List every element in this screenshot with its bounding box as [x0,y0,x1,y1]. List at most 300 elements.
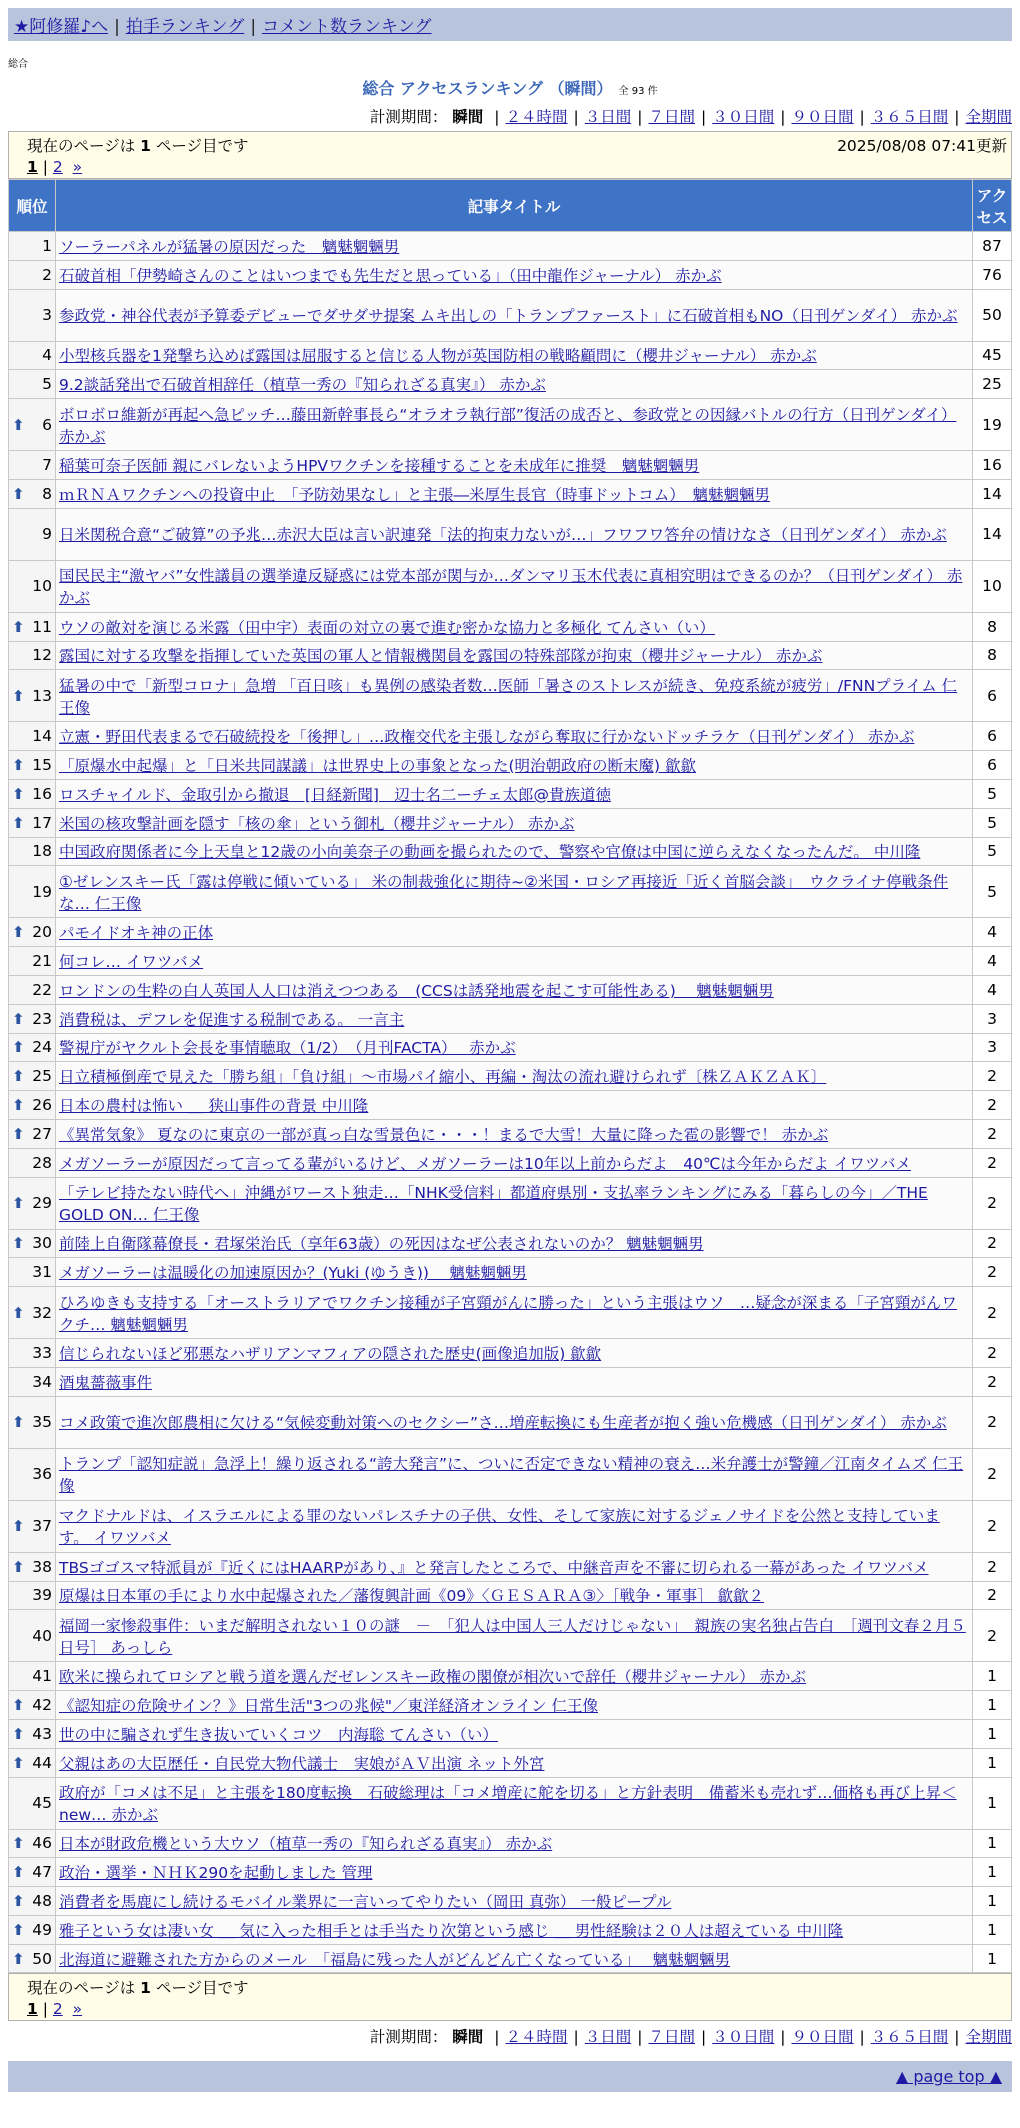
bottom-nav [8,2061,1012,2092]
article-link[interactable]: ひろゆきも支持する「オーストラリアでワクチン接種が子宮頸がんに勝った」という主張はウソ …疑念が深まる「子宮頸がんワクチ… 魑魅魍魎男 [59,1293,957,1334]
rank-number: 2 [42,265,52,284]
title-cell [56,779,973,808]
rank-cell [9,1719,56,1748]
access-count: 10 [973,560,1012,612]
title-cell [56,370,973,399]
article-link[interactable]: 福岡一家惨殺事件：いまだ解明されない１０の謎 － 「犯人は中国人三人だけじゃない」 親族の実名独占告白 ［週刊文春２月５日号］ あっしら [59,1616,966,1657]
article-link[interactable]: 北海道に避難された方からのメール 「福島に残った人がどんどん亡くなっている」 魑魅魍魎男 [59,1950,731,1969]
article-link[interactable]: 《認知症の危険サイン？》日常生活"3つの兆候"／東洋経済オンライン 仁王像 [59,1697,598,1715]
table-row [9,370,1012,399]
title-cell [56,1662,973,1691]
access-count: 50 [973,289,1012,341]
period-option-link[interactable]: ３０日間 [712,2028,775,2047]
access-count: 2 [973,1229,1012,1258]
article-link[interactable]: 中国政府関係者に今上天皇と12歳の小向美奈子の動画を撮られたので、警察や官僚は中国に逆らえなくなったんだ。 中川隆 [59,843,921,862]
rank-cell [9,1944,56,1973]
rank-number: 28 [32,1153,52,1172]
ranking-title: 総合 アクセスランキング （瞬間） [362,79,613,98]
rank-up-arrow-icon: ⬆ [12,1724,25,1743]
article-link[interactable]: メガソーラーは温暖化の加速原因か？(Yuki (ゆうき)) 魑魅魍魎男 [59,1264,527,1283]
title-cell [56,1119,973,1148]
table-row [9,1367,1012,1396]
table-row [9,232,1012,261]
article-link[interactable]: パモイドオキ神の正体 [59,924,214,943]
title-cell [56,1033,973,1062]
rank-number: 9 [42,525,52,544]
rank-number: 22 [32,980,52,999]
access-count: 16 [973,451,1012,480]
access-count: 8 [973,612,1012,641]
table-row [9,508,1012,560]
title-cell [56,975,973,1004]
article-link[interactable]: メガソーラーが原因だって言ってる輩がいるけど、メガソーラーは10年以上前からだよ 40℃は今年からだよ イワツバメ [59,1154,911,1173]
table-row [9,751,1012,780]
title-cell [56,341,973,370]
period-option-link[interactable]: ２４時間 [505,2028,568,2047]
period-separator: | [573,108,579,126]
table-row [9,918,1012,947]
period-option-link[interactable]: ７日間 [648,2028,695,2047]
article-link[interactable]: ｍＲＮＡワクチンへの投資中止 「予防効果なし」と主張―米厚生長官（時事ドットコム） 魑魅魍魎男 [59,485,770,504]
access-count: 3 [973,1033,1012,1062]
rank-number: 41 [32,1667,52,1686]
rank-up-arrow-icon: ⬆ [12,784,25,803]
title-cell [56,1719,973,1748]
access-count: 6 [973,722,1012,751]
page-number: 1 [140,1979,151,1998]
article-link[interactable]: コメ政策で進次郎農相に欠ける“気候変動対策へのセクシー”さ…増産転換にも生産者が抱く強い危機感（日刊ゲンダイ） 赤かぶ [59,1414,947,1433]
home-link[interactable]: ★阿修羅♪へ [14,17,109,37]
table-row [9,1829,1012,1858]
updated-timestamp: 2025/08/08 07:41更新 [837,137,1007,155]
rank-cell [9,1552,56,1581]
page-text-suffix: ページ目です [150,137,249,155]
access-count: 2 [973,1148,1012,1177]
access-count: 14 [973,508,1012,560]
rank-cell [9,1610,56,1662]
access-count: 2 [973,1500,1012,1552]
rank-number: 37 [32,1517,52,1536]
access-count: 2 [973,1119,1012,1148]
rank-cell [9,1829,56,1858]
article-link[interactable]: ロスチャイルド、金取引から撤退 [日経新聞] 辺士名二ーチェ太郎@貴族道徳 [59,785,611,804]
rank-number: 1 [42,236,52,255]
article-link[interactable]: 信じられないほど邪悪なハザリアンマフィアの隠された歴史(画像追加版) 歙歙 [59,1345,602,1364]
title-cell [56,479,973,508]
table-row [9,1119,1012,1148]
access-count: 2 [973,1287,1012,1339]
title-cell [56,751,973,780]
table-row [9,1339,1012,1368]
article-link[interactable]: トランプ「認知症説」急浮上！繰り返される“誇大発言”に、ついに否定できない精神の衰え…米弁護士が警鐘／江南タイムズ 仁王像 [59,1455,964,1496]
table-row [9,1004,1012,1033]
rank-number: 24 [32,1038,52,1057]
table-row [9,289,1012,341]
rank-number: 3 [42,306,52,325]
title-cell [56,1367,973,1396]
access-count: 87 [973,232,1012,261]
title-cell [56,1581,973,1610]
article-link[interactable]: 日本が財政危機という大ウソ（植草一秀の『知られざる真実』） 赤かぶ [59,1835,553,1854]
table-row [9,670,1012,722]
rank-cell [9,670,56,722]
access-count: 1 [973,1662,1012,1691]
rank-number: 14 [32,727,52,746]
article-link[interactable]: 原爆は日本軍の手により水中起爆された／藩復興計画《09》〈ＧＥＳＡＲＡ③〉［戦争・軍事］ 歙歙２ [59,1587,765,1606]
clap-ranking-link[interactable]: 拍手ランキング [125,17,245,37]
rank-up-arrow-icon: ⬆ [12,1696,25,1714]
table-row [9,341,1012,370]
title-cell [56,508,973,560]
rank-up-arrow-icon: ⬆ [12,756,25,775]
access-count: 6 [973,670,1012,722]
article-link[interactable]: ロンドンの生粋の白人英国人人口は消えつつある (CCSは誘発地震を起こす可能性ある) 魑魅魍魎男 [59,981,774,1000]
period-option-link[interactable]: ３６５日間 [870,2028,949,2047]
access-count: 76 [973,260,1012,289]
access-count: 1 [973,1748,1012,1777]
rank-up-arrow-icon: ⬆ [12,1753,25,1772]
article-link[interactable]: 警視庁がヤクルト会長を事情聴取（1/2） （月刊FACTA） 赤かぶ [59,1039,516,1058]
article-link[interactable]: 9.2談話発出で石破首相辞任（植草一秀の『知られざる真実』） 赤かぶ [59,376,546,395]
rank-cell [9,1448,56,1500]
article-link[interactable]: 国民民主“激ヤバ”女性議員の選挙違反疑惑には党本部が関与か…ダンマリ玉木代表に真相究明はできるのか？（日刊ゲンダイ） 赤かぶ [59,567,963,608]
total-count: 全 93 件 [618,86,658,97]
rank-cell [9,1396,56,1448]
article-link[interactable]: マクドナルドは、イスラエルによる罪のないパレスチナの子供、女性、そして家族に対するジェノサイドを公然と支持しています。 イワツバメ [59,1507,940,1548]
period-option-link[interactable]: ７日間 [648,108,695,126]
rank-cell [9,560,56,612]
title-cell [56,1552,973,1581]
article-link[interactable]: 小型核兵器を1発撃ち込めば露国は屈服すると信じる人物が英国防相の戦略顧問に（櫻井ジャーナル） 赤かぶ [59,347,817,366]
rank-up-arrow-icon: ⬆ [12,923,25,942]
article-link[interactable]: ソーラーパネルが猛暑の原因だった 魑魅魍魎男 [59,237,400,256]
access-count: 6 [973,751,1012,780]
rank-cell [9,1887,56,1916]
title-cell [56,451,973,480]
article-link[interactable]: 日立積極倒産で見えた「勝ち組」「負け組」～市場パイ縮小、再編・淘汰の流れ避けられず〔株ＺＡＫＺＡＫ〕 [59,1068,827,1087]
table-row [9,1748,1012,1777]
article-link[interactable]: 何コレ… イワツバメ [59,953,204,972]
period-option-link[interactable]: 全期間 [965,108,1012,126]
rank-cell [9,1748,56,1777]
period-label: 計測期間： [369,2028,448,2047]
rank-up-arrow-icon: ⬆ [12,415,25,434]
rank-number: 32 [32,1303,52,1322]
table-row [9,1691,1012,1720]
period-separator: | [637,2028,643,2047]
table-row [9,560,1012,612]
pager-page-2[interactable]: 2 [52,2000,63,2019]
article-link[interactable]: 日本の農村は怖い ＿ 狭山事件の背景 中川隆 [59,1097,369,1116]
access-count: 2 [973,1062,1012,1091]
rank-up-arrow-icon: ⬆ [12,1517,25,1536]
rank-up-arrow-icon: ⬆ [12,1891,25,1910]
rank-number: 31 [32,1263,52,1282]
article-link[interactable]: 「テレビ持たない時代へ」沖縄がワースト独走…「NHK受信料」都道府県別・支払率ランキングにみる「暮らしの今」／THE GOLD ON… 仁王像 [59,1184,928,1225]
article-link[interactable]: 父親はあの大臣歴任・自民党大物代議士 実娘がＡＶ出演 ネット外宮 [59,1754,545,1773]
table-row [9,1177,1012,1229]
table-row [9,1719,1012,1748]
article-link[interactable]: 政府が「コメは不足」と主張を180度転換 石破総理は「コメ増産に舵を切る」と方針表明 備蓄米も売れず…価格も再び上昇＜new… 赤かぶ [59,1784,957,1824]
page-text-prefix: 現在のページは [27,137,141,155]
rank-up-arrow-icon: ⬆ [12,813,25,832]
ranking-table [8,179,1012,1973]
rank-cell [9,779,56,808]
rank-number: 17 [32,813,52,832]
rank-number: 11 [32,617,52,636]
article-link[interactable]: 「原爆水中起爆」と「日米共同謀議」は世界史上の事象となった(明治朝政府の断末魔) 歙歙 [59,757,697,776]
period-separator: | [701,108,707,126]
title-cell [56,1339,973,1368]
rank-cell [9,1662,56,1691]
access-count: 2 [973,1258,1012,1287]
article-link[interactable]: ウソの敵対を演じる米露（田中宇）表面の対立の裏で進む密かな協力と多極化 てんさい（い） [59,618,715,637]
access-count: 4 [973,918,1012,947]
rank-up-arrow-icon: ⬆ [12,1067,25,1086]
rank-number: 42 [32,1696,52,1714]
pager-next[interactable]: » [72,158,83,176]
rank-number: 23 [32,1009,52,1028]
period-links [488,2028,1012,2046]
top-nav [8,8,1012,41]
article-link[interactable]: 欧米に操られてロシアと戦う道を選んだゼレンスキー政権の閣僚が相次いで辞任（櫻井ジャーナル） 赤かぶ [59,1668,806,1687]
period-option-link[interactable]: ３０日間 [712,108,775,126]
article-link[interactable]: 石破首相「伊勢崎さんのことはいつまでも先生だと思っている」（田中龍作ジャーナル） 赤かぶ [59,266,722,285]
access-header: アクセス [973,180,1012,232]
title-cell [56,837,973,866]
rank-up-arrow-icon: ⬆ [12,1920,25,1939]
table-row [9,1500,1012,1552]
title-cell [56,260,973,289]
access-count: 2 [973,1610,1012,1662]
period-option-link[interactable]: ３６５日間 [870,108,949,126]
page-text-suffix: ページ目です [150,1979,249,1998]
period-separator: | [494,2028,500,2047]
rank-up-arrow-icon: ⬆ [12,617,25,636]
rank-cell [9,1177,56,1229]
access-count: 5 [973,837,1012,866]
pager-page-2[interactable]: 2 [52,158,63,176]
rank-number: 4 [42,346,52,365]
page-top-link[interactable]: ▲ page top ▲ [895,2067,1002,2087]
rank-cell [9,289,56,341]
period-separator: | [637,108,643,126]
rank-number: 47 [32,1863,52,1882]
rank-number: 19 [32,882,52,901]
rank-number: 12 [32,646,52,665]
rank-cell [9,479,56,508]
rank-cell [9,399,56,451]
article-link[interactable]: 雅子という女は凄い女 ＿ 気に入った相手とは手当たり次第という感じ ＿ 男性経験は２０人は超えている 中川隆 [59,1921,844,1940]
rank-number: 44 [32,1753,52,1772]
title-cell [56,1944,973,1973]
article-link[interactable]: 米国の核攻撃計画を隠す「核の傘」という御札（櫻井ジャーナル） 赤かぶ [59,814,575,833]
table-row [9,1091,1012,1120]
title-cell [56,1396,973,1448]
title-cell [56,1091,973,1120]
title-header: 記事タイトル [56,180,973,232]
page-info-top [8,131,1012,179]
title-cell [56,232,973,261]
table-row [9,641,1012,670]
page-title [8,76,1012,99]
rank-cell [9,508,56,560]
rank-up-arrow-icon: ⬆ [12,1124,25,1143]
rank-cell [9,1367,56,1396]
rank-cell [9,341,56,370]
nav-separator: | [250,17,257,37]
page-number: 1 [140,137,151,155]
rank-number: 29 [32,1194,52,1213]
rank-number: 20 [32,923,52,942]
access-count: 1 [973,1829,1012,1858]
period-option-link[interactable]: ２４時間 [505,108,568,126]
table-row [9,1777,1012,1829]
rank-cell [9,1229,56,1258]
title-cell [56,1287,973,1339]
rank-up-arrow-icon: ⬆ [12,1009,25,1028]
title-cell [56,1829,973,1858]
table-row [9,779,1012,808]
title-cell [56,1229,973,1258]
article-link[interactable]: 《異常気象》 夏なのに東京の一部が真っ白な雪景色に・・・！まるで大雪！大量に降った雹の影響で！ 赤かぶ [59,1125,829,1144]
period-current: 瞬間 [452,108,484,126]
access-count: 1 [973,1691,1012,1720]
access-count: 1 [973,1858,1012,1887]
article-link[interactable]: 参政党・神谷代表が予算委デビューでダサダサ提案 ムキ出しの「トランプファースト」に石破首相もNO（日刊ゲンダイ） 赤かぶ [59,307,958,326]
period-links [488,108,1012,126]
rank-cell [9,1339,56,1368]
article-link[interactable]: 猛暑の中で「新型コロナ」急増 「百日咳」も異例の感染者数…医師「暑さのストレスが続き、免疫系統が疲労」/FNNプライム 仁王像 [59,676,958,717]
period-option-link[interactable]: ９０日間 [791,2028,854,2047]
table-row [9,1448,1012,1500]
article-link[interactable]: 前陸上自衛隊幕僚長・君塚栄治氏（享年63歳）の死因はなぜ公表されないのか？ 魑魅魍魎男 [59,1235,704,1254]
rank-cell [9,1691,56,1720]
article-link[interactable]: 政治・選挙・ＮＨＫ290を起動しました 管理 [59,1864,373,1883]
access-count: 2 [973,1396,1012,1448]
rank-cell [9,1777,56,1829]
rank-up-arrow-icon: ⬆ [12,1834,25,1853]
access-count: 2 [973,1091,1012,1120]
table-row [9,808,1012,837]
table-row [9,1610,1012,1662]
rank-number: 7 [42,456,52,475]
rank-cell [9,641,56,670]
table-row [9,1552,1012,1581]
article-link[interactable]: 稲葉可奈子医師 親にバレないようHPVワクチンを接種することを未成年に推奨 魑魅魍魎男 [59,457,700,476]
rank-cell [9,260,56,289]
rank-cell [9,918,56,947]
access-count: 45 [973,341,1012,370]
rank-number: 34 [32,1372,52,1391]
rank-cell [9,370,56,399]
table-row [9,1887,1012,1916]
rank-cell [9,1915,56,1944]
table-row [9,1581,1012,1610]
pager-next[interactable]: » [72,2000,83,2019]
table-row [9,975,1012,1004]
article-link[interactable]: 消費税は、デフレを促進する税制である。 一言主 [59,1010,405,1029]
article-link[interactable]: 露国に対する攻撃を指揮していた英国の軍人と情報機関員を露国の特殊部隊が拘束（櫻井ジャーナル） 赤かぶ [59,647,823,666]
title-cell [56,1915,973,1944]
table-row [9,399,1012,451]
title-cell [56,1004,973,1033]
article-link[interactable]: ボロボロ維新が再起へ急ピッチ…藤田新幹事長ら“オラオラ執行部”復活の成否と、参政党との因縁バトルの行方（日刊ゲンダイ） 赤かぶ [59,405,957,446]
table-row [9,837,1012,866]
article-link[interactable]: TBSゴゴスマ特派員が『近くにはHAARPがあり、』と発言したところで、中継音声を不審に切られる一幕があった イワツバメ [59,1558,929,1577]
access-count: 2 [973,1177,1012,1229]
title-cell [56,1887,973,1916]
article-link[interactable]: ①ゼレンスキー氏「露は停戦に傾いている」 米の制裁強化に期待~②米国・ロシア再接近「近く首脳会談」 ウクライナ停戦条件な… 仁王像 [59,872,949,913]
rank-cell [9,1500,56,1552]
title-cell [56,1610,973,1662]
rank-cell [9,1287,56,1339]
period-selector-top [8,105,1012,127]
article-link[interactable]: 酒鬼薔薇事件 [59,1373,153,1392]
title-cell [56,560,973,612]
period-option-link[interactable]: ３日間 [584,2028,632,2047]
title-cell [56,866,973,918]
period-separator: | [859,2028,865,2047]
rank-up-arrow-icon: ⬆ [12,1303,25,1322]
rank-cell [9,1004,56,1033]
rank-number: 35 [32,1413,52,1432]
period-separator: | [954,2028,960,2047]
comment-ranking-link[interactable]: コメント数ランキング [262,17,432,37]
pager: 1 | 2 » [27,158,83,176]
period-option-link[interactable]: ９０日間 [791,108,854,126]
article-link[interactable]: 消費者を馬鹿にし続けるモバイル業界に一言いってやりたい（岡田 真弥） 一般ピープル [59,1892,672,1911]
article-link[interactable]: 世の中に騙されず生き抜いていくコツ 内海聡 てんさい（い） [59,1725,498,1744]
article-link[interactable]: 日米関税合意“ご破算”の予兆…赤沢大臣は言い訳連発「法的拘束力ないが…」フワフワ答弁の情けなさ（日刊ゲンダイ） 赤かぶ [59,526,947,545]
period-option-link[interactable]: 全期間 [965,2028,1012,2047]
access-count: 5 [973,866,1012,918]
access-count: 2 [973,1367,1012,1396]
access-count: 4 [973,975,1012,1004]
nav-separator: | [114,17,120,37]
rank-number: 38 [32,1557,52,1576]
rank-up-arrow-icon: ⬆ [12,1096,25,1115]
access-count: 4 [973,947,1012,976]
period-separator: | [780,108,786,126]
table-row [9,722,1012,751]
rank-number: 36 [32,1465,52,1484]
rank-up-arrow-icon: ⬆ [12,1949,25,1968]
title-cell [56,947,973,976]
rank-cell [9,1148,56,1177]
ranking-body [9,232,1012,1973]
article-link[interactable]: 立憲・野田代表まるで石破続投を「後押し」…政権交代を主張しながら奪取に行かないドッチラケ（日刊ゲンダイ） 赤かぶ [59,728,915,747]
rank-number: 39 [32,1586,52,1605]
pager-current: 1 [27,158,38,176]
rank-number: 49 [32,1920,52,1939]
table-row [9,1033,1012,1062]
period-option-link[interactable]: ３日間 [584,108,632,126]
rank-cell [9,975,56,1004]
rank-up-arrow-icon: ⬆ [12,686,25,705]
rank-up-arrow-icon: ⬆ [12,484,25,503]
period-separator: | [859,108,865,126]
rank-cell [9,1062,56,1091]
title-cell [56,1500,973,1552]
table-row [9,1229,1012,1258]
access-count: 3 [973,1004,1012,1033]
title-cell [56,1148,973,1177]
table-row [9,1258,1012,1287]
title-cell [56,1448,973,1500]
rank-cell [9,612,56,641]
rank-number: 25 [32,1067,52,1086]
